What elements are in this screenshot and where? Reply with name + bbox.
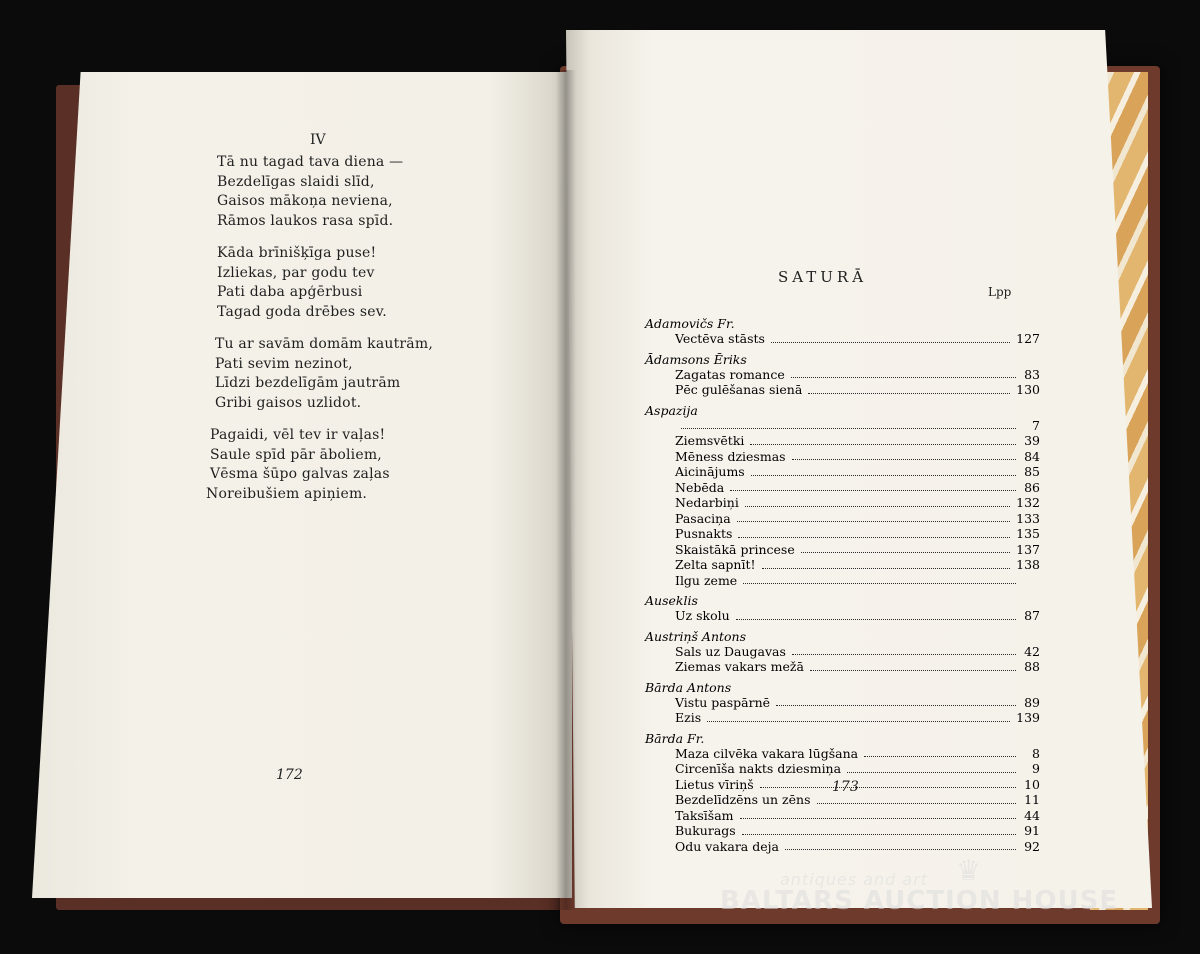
toc-entry-title: Pusnakts bbox=[675, 526, 733, 541]
poem-line: Gaisos mākoņa neviena, bbox=[217, 193, 393, 209]
toc-entry-title: Nebēda bbox=[675, 479, 725, 495]
toc-entry-title: Vectēva stāsts bbox=[675, 331, 765, 346]
toc-author: Adamovičs Fr. bbox=[645, 316, 735, 331]
toc-entry-title: Sals uz Daugavas bbox=[675, 643, 786, 659]
toc-entry bbox=[645, 695, 1040, 711]
toc-leader-dots bbox=[847, 772, 1016, 773]
toc-entry bbox=[645, 573, 1040, 589]
toc-entry-title: Zagatas romance bbox=[675, 366, 785, 382]
toc-leader-dots bbox=[864, 756, 1016, 757]
toc-entry-title: Mēness dziesmas bbox=[675, 448, 786, 464]
toc-entry-page: 132 bbox=[1016, 495, 1040, 510]
toc-entry-title: Ziemas vakars mežā bbox=[675, 659, 804, 674]
toc-entry-page: 39 bbox=[1024, 433, 1040, 448]
toc-entry-title: Lietus vīriņš bbox=[675, 776, 754, 792]
toc-entry bbox=[645, 464, 1040, 480]
poem-line: Tu ar savām domām kautrām, bbox=[215, 336, 433, 352]
toc-entry-title: Maza cilvēka vakara lūgšana bbox=[675, 745, 859, 761]
toc-entry-page: 130 bbox=[1016, 382, 1040, 397]
toc-leader-dots bbox=[760, 787, 1016, 788]
poem-line: Vēsma šūpo galvas zaļas bbox=[210, 466, 390, 482]
left-page-number: 172 bbox=[276, 767, 303, 783]
watermark-tagline: antiques and art bbox=[780, 870, 929, 889]
toc-author: Bārda Antons bbox=[645, 679, 732, 695]
toc-entry-page: 133 bbox=[1016, 510, 1040, 526]
toc-entry bbox=[645, 480, 1040, 496]
right-page-number: 173 bbox=[832, 779, 859, 795]
toc-entry-page: 44 bbox=[1024, 807, 1040, 823]
toc-leader-dots bbox=[737, 521, 1010, 522]
toc-entry-page: 135 bbox=[1016, 526, 1040, 541]
toc-entry-page: 10 bbox=[1024, 776, 1040, 792]
toc-entry-title: Nedarbiņi bbox=[675, 495, 739, 510]
toc-leader-dots bbox=[742, 834, 1016, 835]
toc-leader-dots bbox=[745, 506, 1010, 507]
toc-leader-dots bbox=[750, 444, 1016, 445]
toc-leader-dots bbox=[792, 459, 1016, 460]
toc-entry-page: 7 bbox=[1032, 417, 1040, 433]
stanza bbox=[200, 153, 433, 231]
toc-entry-page: 92 bbox=[1024, 838, 1040, 854]
toc-entry-page: 138 bbox=[1016, 557, 1040, 572]
toc-entry-page: 86 bbox=[1024, 479, 1040, 495]
toc-author: Bārda Fr. bbox=[645, 730, 705, 746]
toc-entry-title: Pēc gulēšanas sienā bbox=[675, 382, 803, 397]
toc-entry-title: Ilgu zeme bbox=[675, 572, 738, 588]
toc-author: Austriņš Antons bbox=[645, 628, 747, 644]
lpp-label: Lpp bbox=[988, 285, 1012, 299]
toc-entry-title: Uz skolu bbox=[675, 608, 730, 623]
toc-entry-page: 91 bbox=[1024, 823, 1040, 838]
toc-entry bbox=[645, 418, 1040, 434]
toc-entry-page: 84 bbox=[1024, 448, 1040, 464]
toc-entry-page: 9 bbox=[1032, 761, 1040, 776]
toc-entry bbox=[645, 526, 1040, 542]
toc-entry-title: Circenīša nakts dziesmiņa bbox=[675, 761, 842, 776]
toc-entry bbox=[645, 839, 1040, 855]
toc-entry-page: 8 bbox=[1032, 745, 1040, 761]
stanza bbox=[200, 244, 433, 322]
toc-entry bbox=[645, 608, 1040, 624]
toc-entry-title: Odu vakara deja bbox=[675, 838, 779, 854]
poem-line: Tagad goda drēbes sev. bbox=[217, 303, 387, 320]
stanza bbox=[200, 335, 433, 413]
toc-leader-dots bbox=[707, 721, 1010, 722]
poem-line: Pati sevim nezinot, bbox=[215, 355, 353, 372]
book-gutter bbox=[556, 70, 576, 910]
watermark-brand: BALTARS AUCTION HOUSE bbox=[720, 886, 1119, 916]
toc-leader-dots bbox=[785, 849, 1016, 850]
toc-entry bbox=[645, 659, 1040, 675]
poem-line: Pagaidi, vēl tev ir vaļas! bbox=[210, 427, 386, 443]
toc-entry bbox=[645, 331, 1040, 347]
toc-entry-title: Ezis bbox=[675, 710, 702, 725]
poem-line: Bezdelīgas slaidi slīd, bbox=[217, 173, 375, 190]
toc-entry-title: Ziemsvētki bbox=[675, 433, 745, 448]
toc-entry-page: 137 bbox=[1016, 541, 1040, 557]
toc-leader-dots bbox=[740, 818, 1016, 819]
toc-leader-dots bbox=[730, 490, 1016, 491]
toc-leader-dots bbox=[792, 654, 1016, 655]
toc-leader-dots bbox=[738, 537, 1010, 538]
toc-entry-title: Vistu paspārnē bbox=[675, 694, 771, 710]
poem-line: Līdzi bezdelīgām jautrām bbox=[215, 375, 401, 391]
toc-entry bbox=[645, 542, 1040, 558]
toc-entry bbox=[645, 746, 1040, 762]
toc-entry-page: 11 bbox=[1024, 792, 1040, 807]
toc-leader-dots bbox=[751, 475, 1016, 476]
toc-leader-dots bbox=[771, 342, 1010, 343]
toc-title: SATURĀ bbox=[778, 268, 868, 286]
poem-line: Noreibušiem apiņiem. bbox=[206, 485, 368, 502]
toc-entry bbox=[645, 710, 1040, 726]
toc-entry bbox=[645, 495, 1040, 511]
toc-author: Ādamsons Ēriks bbox=[645, 351, 747, 367]
section-number: IV bbox=[310, 132, 326, 148]
toc-leader-dots bbox=[776, 705, 1016, 706]
toc-leader-dots bbox=[810, 670, 1016, 671]
toc-entry bbox=[645, 808, 1040, 824]
poem-line: Izliekas, par godu tev bbox=[217, 264, 375, 281]
toc-entry bbox=[645, 644, 1040, 660]
toc-entry-title: Skaistākā princese bbox=[675, 541, 795, 557]
toc-entry-page: 83 bbox=[1024, 366, 1040, 382]
poem-line: Gribi gaisos uzlidot. bbox=[215, 394, 362, 411]
toc-entry-page: 87 bbox=[1024, 608, 1040, 623]
toc-entry-page: 88 bbox=[1024, 659, 1040, 674]
stanza bbox=[200, 426, 433, 504]
toc-entry-title: Bezdelīdzēns un zēns bbox=[675, 792, 811, 807]
toc-entry bbox=[645, 823, 1040, 839]
toc-leader-dots bbox=[808, 393, 1010, 394]
toc-entry-title: Taksīšam bbox=[675, 807, 734, 823]
toc-entry-title: Zelta sapnīt! bbox=[675, 557, 756, 572]
table-of-contents bbox=[645, 311, 1040, 854]
toc-leader-dots bbox=[801, 552, 1010, 553]
toc-leader-dots bbox=[762, 568, 1011, 569]
poem-line: Rāmos laukos rasa spīd. bbox=[217, 212, 394, 229]
toc-author: Aspazija bbox=[645, 402, 698, 418]
poem-line: Saule spīd pār āboliem, bbox=[210, 446, 382, 463]
toc-entry bbox=[645, 557, 1040, 573]
poem-line: Kāda brīnišķīga puse! bbox=[217, 245, 377, 261]
poem-line: Tā nu tagad tava diena — bbox=[217, 154, 404, 170]
toc-entry-title: Bukurags bbox=[675, 823, 736, 838]
toc-leader-dots bbox=[743, 583, 1016, 584]
toc-entry-page: 85 bbox=[1024, 464, 1040, 479]
toc-leader-dots bbox=[681, 428, 1016, 429]
toc-entry bbox=[645, 761, 1040, 777]
toc-entry-page: 139 bbox=[1016, 710, 1040, 725]
toc-leader-dots bbox=[736, 619, 1016, 620]
poem bbox=[200, 153, 433, 517]
toc-entry-title: Aicinājums bbox=[675, 464, 745, 479]
toc-entry bbox=[645, 511, 1040, 527]
toc-entry bbox=[645, 433, 1040, 449]
toc-entry bbox=[645, 449, 1040, 465]
toc-leader-dots bbox=[791, 377, 1016, 378]
toc-entry-page: 127 bbox=[1016, 331, 1040, 346]
toc-entry bbox=[645, 367, 1040, 383]
crown-icon: ♛ bbox=[956, 854, 982, 887]
toc-entry-page: 42 bbox=[1024, 643, 1040, 659]
poem-line: Pati daba apģērbusi bbox=[217, 284, 363, 300]
toc-entry-page: 89 bbox=[1024, 694, 1040, 710]
toc-entry bbox=[645, 382, 1040, 398]
toc-author: Auseklis bbox=[645, 593, 698, 608]
toc-leader-dots bbox=[817, 803, 1016, 804]
toc-entry-title: Pasaciņa bbox=[675, 510, 731, 526]
